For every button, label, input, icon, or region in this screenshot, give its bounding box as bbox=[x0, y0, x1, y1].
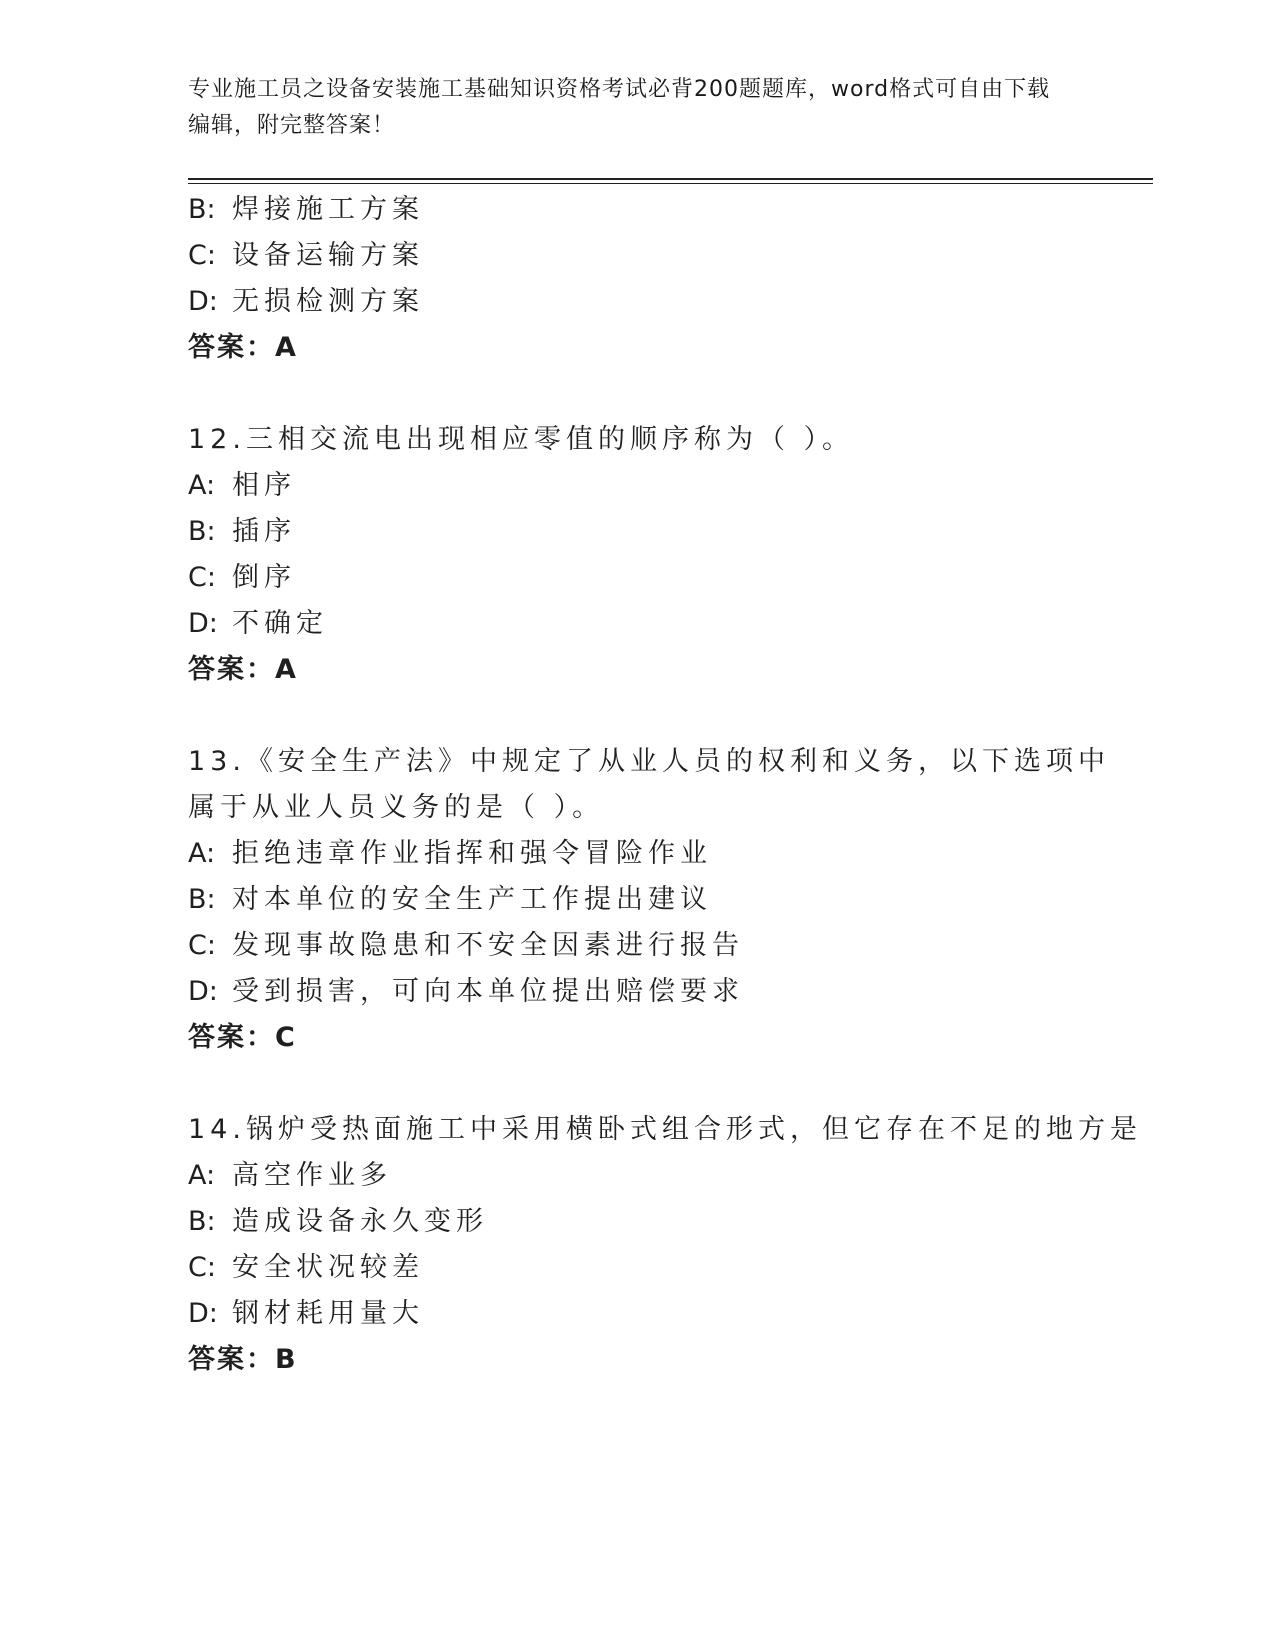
spacer bbox=[188, 693, 1128, 739]
spacer bbox=[188, 1061, 1128, 1107]
header-rule-thin bbox=[188, 183, 1153, 184]
option-c: C: 安全状况较差 bbox=[188, 1252, 424, 1283]
option-c: C: 倒序 bbox=[188, 562, 296, 593]
option-c: C: 设备运输方案 bbox=[188, 240, 424, 271]
option-d: D: 受到损害，可向本单位提出赔偿要求 bbox=[188, 976, 744, 1007]
question-stem: 13.《安全生产法》中规定了从业人员的权利和义务，以下选项中属于从业人员义务的是（ ）。 bbox=[188, 746, 1110, 823]
option-a: A: 拒绝违章作业指挥和强令冒险作业 bbox=[188, 838, 712, 869]
page-header: 专业施工员之设备安装施工基础知识资格考试必背200题题库，word格式可自由下载编辑，附完整答案！ bbox=[188, 77, 1051, 138]
header-rule-thick bbox=[188, 178, 1153, 180]
option-b: B: 插序 bbox=[188, 516, 296, 547]
option-b: B: 焊接施工方案 bbox=[188, 194, 424, 225]
answer-label: 答案：A bbox=[188, 332, 298, 363]
question-list bbox=[188, 187, 1142, 1383]
option-d: D: 钢材耗用量大 bbox=[188, 1298, 424, 1329]
answer-label: 答案：B bbox=[188, 1344, 298, 1375]
option-d: D: 不确定 bbox=[188, 608, 328, 639]
option-b: B: 对本单位的安全生产工作提出建议 bbox=[188, 884, 712, 915]
answer-label: 答案：C bbox=[188, 1022, 297, 1053]
answer-label: 答案：A bbox=[188, 654, 298, 685]
spacer bbox=[188, 371, 1128, 417]
question-12 bbox=[188, 417, 1128, 693]
question-11-continuation bbox=[188, 187, 1128, 371]
option-a: A: 高空作业多 bbox=[188, 1160, 392, 1191]
question-stem: 12.三相交流电出现相应零值的顺序称为（ ）。 bbox=[188, 424, 855, 455]
question-stem: 14.锅炉受热面施工中采用横卧式组合形式，但它存在不足的地方是 bbox=[188, 1114, 1142, 1145]
question-14 bbox=[188, 1107, 1142, 1383]
option-b: B: 造成设备永久变形 bbox=[188, 1206, 488, 1237]
question-13 bbox=[188, 739, 1128, 1061]
option-d: D: 无损检测方案 bbox=[188, 286, 424, 317]
option-c: C: 发现事故隐患和不安全因素进行报告 bbox=[188, 930, 744, 961]
option-a: A: 相序 bbox=[188, 470, 296, 501]
